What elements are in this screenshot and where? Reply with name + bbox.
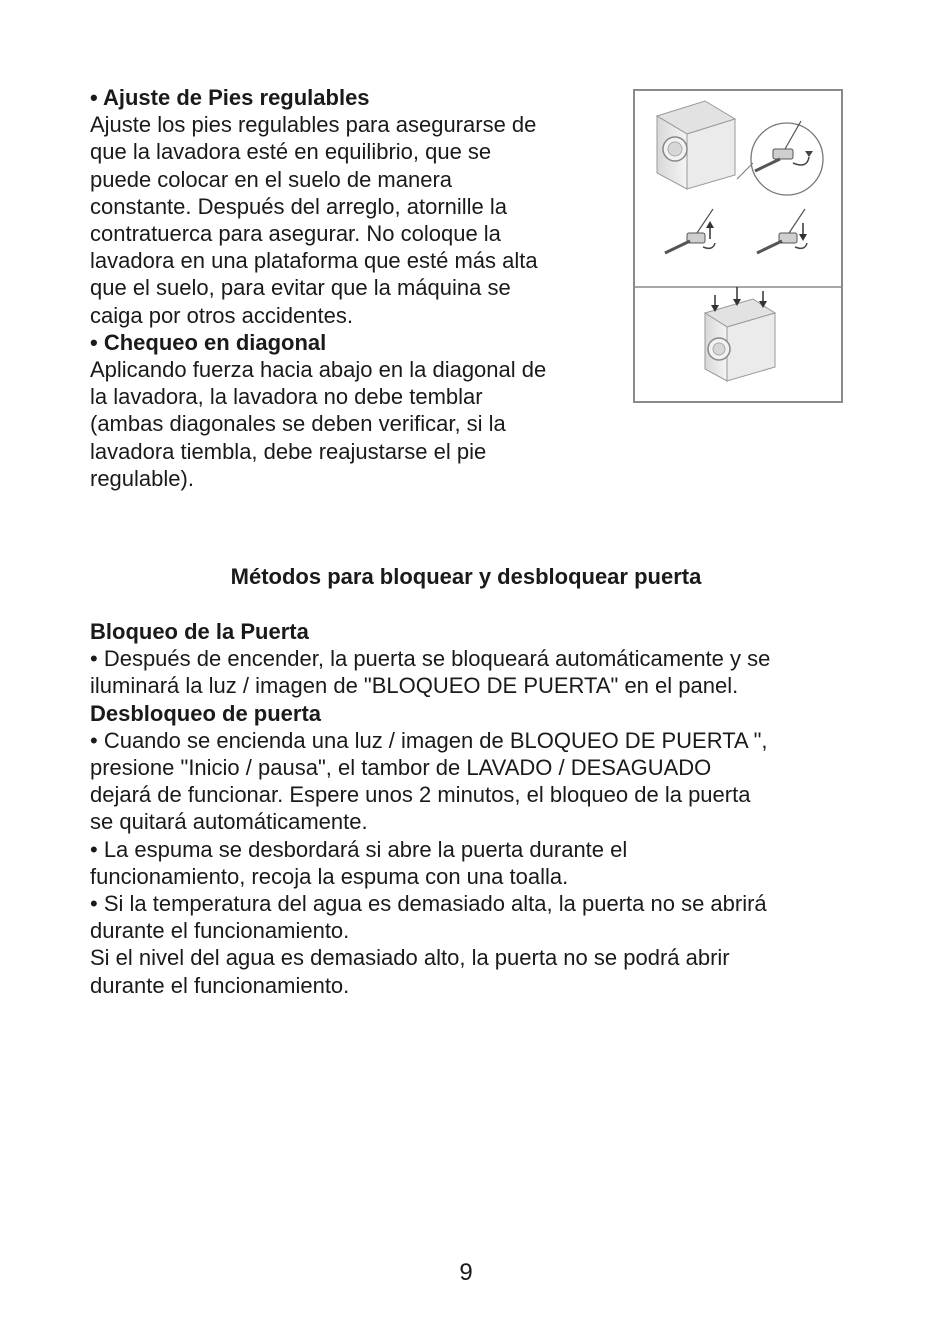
page-number: 9 <box>459 1259 473 1286</box>
door-unlock-line: se quitará automáticamente. <box>90 809 368 835</box>
feet-line: caiga por otros accidentes. <box>90 302 353 328</box>
door-unlock-line: durante el funcionamiento. <box>90 918 350 944</box>
feet-line: constante. Después del arreglo, atornille la <box>90 193 508 219</box>
washing-machine-icon <box>657 101 735 189</box>
section-title: Métodos para bloquear y desbloquear puerta <box>230 564 702 589</box>
diagonal-line: lavadora tiembla, debe reajustarse el pie <box>90 438 487 464</box>
feet-line: Ajuste los pies regulables para asegurarse de <box>90 112 537 138</box>
door-unlock-line: • Si la temperatura del agua es demasiado alta, la puerta no se abrirá <box>90 891 767 917</box>
door-lock-heading: Bloqueo de la Puerta <box>90 619 309 644</box>
feet-line: lavadora en una plataforma que esté más alta <box>90 248 538 274</box>
door-unlock-heading: Desbloqueo de puerta <box>90 700 322 726</box>
diagonal-line: Aplicando fuerza hacia abajo en la diagonal de <box>90 357 547 383</box>
adjustable-feet-illustration <box>657 101 823 253</box>
wrench-raise-icon <box>665 209 715 253</box>
door-unlock-line: presione "Inicio / pausa", el tambor de LAVADO / DESAGUADO <box>90 755 712 781</box>
feet-line: contratuerca para asegurar. No coloque la <box>90 221 501 247</box>
door-unlock-line: • Cuando se encienda una luz / imagen de BLOQUEO DE PUERTA ", <box>90 727 768 753</box>
diagonal-heading: • Chequeo en diagonal <box>90 329 327 355</box>
door-lock-line: iluminará la luz / imagen de "BLOQUEO DE PUERTA" en el panel. <box>90 673 739 699</box>
feet-line: puede colocar en el suelo de manera <box>90 166 453 192</box>
diagonal-line: regulable). <box>90 465 194 491</box>
door-lock-section <box>90 618 770 999</box>
door-unlock-line: durante el funcionamiento. <box>90 972 350 998</box>
feet-heading: • Ajuste de Pies regulables <box>90 85 370 110</box>
feet-adjustment-section <box>90 84 546 492</box>
washing-machine-figure <box>633 89 843 403</box>
door-unlock-line: Si el nivel del agua es demasiado alto, la puerta no se podrá abrir <box>90 945 730 971</box>
feet-line: que el suelo, para evitar que la máquina se <box>90 275 511 301</box>
wrench-lower-icon <box>757 209 807 253</box>
diagonal-check-illustration <box>705 287 775 381</box>
door-unlock-line: • La espuma se desbordará si abre la puerta durante el <box>90 836 628 862</box>
door-unlock-line: dejará de funcionar. Espere unos 2 minutos, el bloqueo de la puerta <box>90 782 751 808</box>
diagonal-line: (ambas diagonales se deben verificar, si la <box>90 411 506 437</box>
washing-machine-icon <box>705 299 775 381</box>
door-lock-line: • Después de encender, la puerta se bloqueará automáticamente y se <box>90 646 771 672</box>
diagonal-line: la lavadora, la lavadora no debe temblar <box>90 384 483 410</box>
door-unlock-line: funcionamiento, recoja la espuma con una toalla. <box>90 863 569 889</box>
feet-line: que la lavadora esté en equilibrio, que se <box>90 139 492 165</box>
